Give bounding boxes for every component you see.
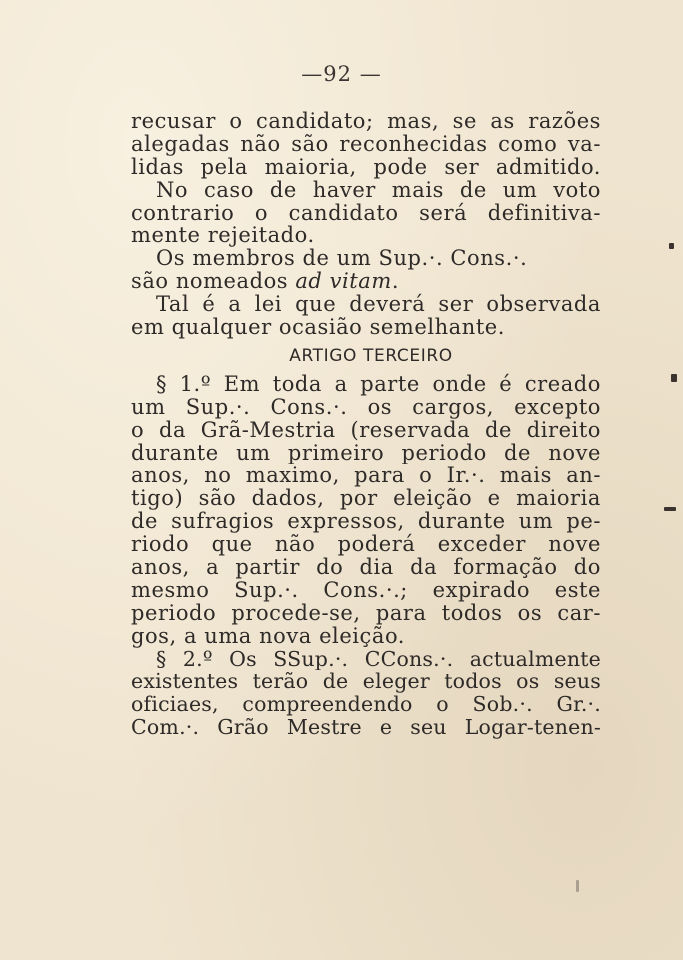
ink-speck bbox=[671, 374, 677, 382]
text-line bbox=[131, 270, 601, 293]
text-line: recusar o candidato; mas, se as razões bbox=[131, 110, 601, 133]
text-line: em qualquer ocasião semelhante. bbox=[131, 316, 506, 339]
italic-phrase: ad vitam bbox=[295, 270, 392, 294]
text-line: oficiaes, compreendendo o Sob.·. Gr.·. bbox=[131, 693, 601, 717]
text-line: existentes terão de eleger todos os seus bbox=[131, 670, 601, 694]
text-fragment: são nomeados bbox=[131, 270, 289, 294]
text-line: um Sup.·. Cons.·. os cargos, excepto bbox=[131, 395, 601, 419]
text-line: durante um primeiro periodo de nove bbox=[131, 441, 601, 465]
text-line: contrario o candidato será definitiva- bbox=[131, 201, 601, 225]
text-line: anos, no maximo, para o Ir.·. mais an- bbox=[131, 464, 601, 488]
text-line: riodo que não poderá exceder nove bbox=[131, 533, 601, 557]
text-line: No caso de haver mais de um voto bbox=[156, 178, 601, 202]
text-line: § 1.º Em toda a parte onde é creado bbox=[156, 372, 601, 396]
ink-speck bbox=[664, 507, 676, 511]
ink-speck bbox=[576, 880, 579, 892]
text-line: o da Grã-Mestria (reservada de direito bbox=[131, 418, 601, 442]
text-fragment: . bbox=[391, 270, 400, 294]
text-line: mente rejeitado. bbox=[131, 224, 315, 248]
text-line: anos, a partir do dia da formação do bbox=[131, 556, 601, 579]
text-line: lidas pela maioria, pode ser admitido. bbox=[131, 155, 601, 179]
text-line: tigo) são dados, por eleição e maioria bbox=[131, 487, 601, 511]
text-line: Com.·. Grão Mestre e seu Logar-tenen- bbox=[131, 716, 601, 740]
section-heading: ARTIGO TERCEIRO bbox=[289, 345, 453, 366]
text-line: alegadas não são reconhecidas como va- bbox=[131, 132, 601, 156]
text-line: mesmo Sup.·. Cons.·.; expirado este bbox=[131, 578, 601, 602]
page-number: —92 — bbox=[301, 62, 382, 86]
text-line: de sufragios expressos, durante um pe- bbox=[131, 510, 601, 534]
body-text bbox=[131, 110, 601, 739]
text-line: Os membros de um Sup.·. Cons.·. bbox=[156, 247, 528, 271]
text-line: gos, a uma nova eleição. bbox=[131, 624, 405, 648]
text-line: periodo procede-se, para todos os car- bbox=[131, 601, 601, 625]
text-line: Tal é a lei que deverá ser observada bbox=[156, 293, 601, 317]
ink-speck bbox=[669, 243, 674, 249]
text-line: § 2.º Os SSup.·. CCons.·. actualmente bbox=[156, 647, 601, 671]
